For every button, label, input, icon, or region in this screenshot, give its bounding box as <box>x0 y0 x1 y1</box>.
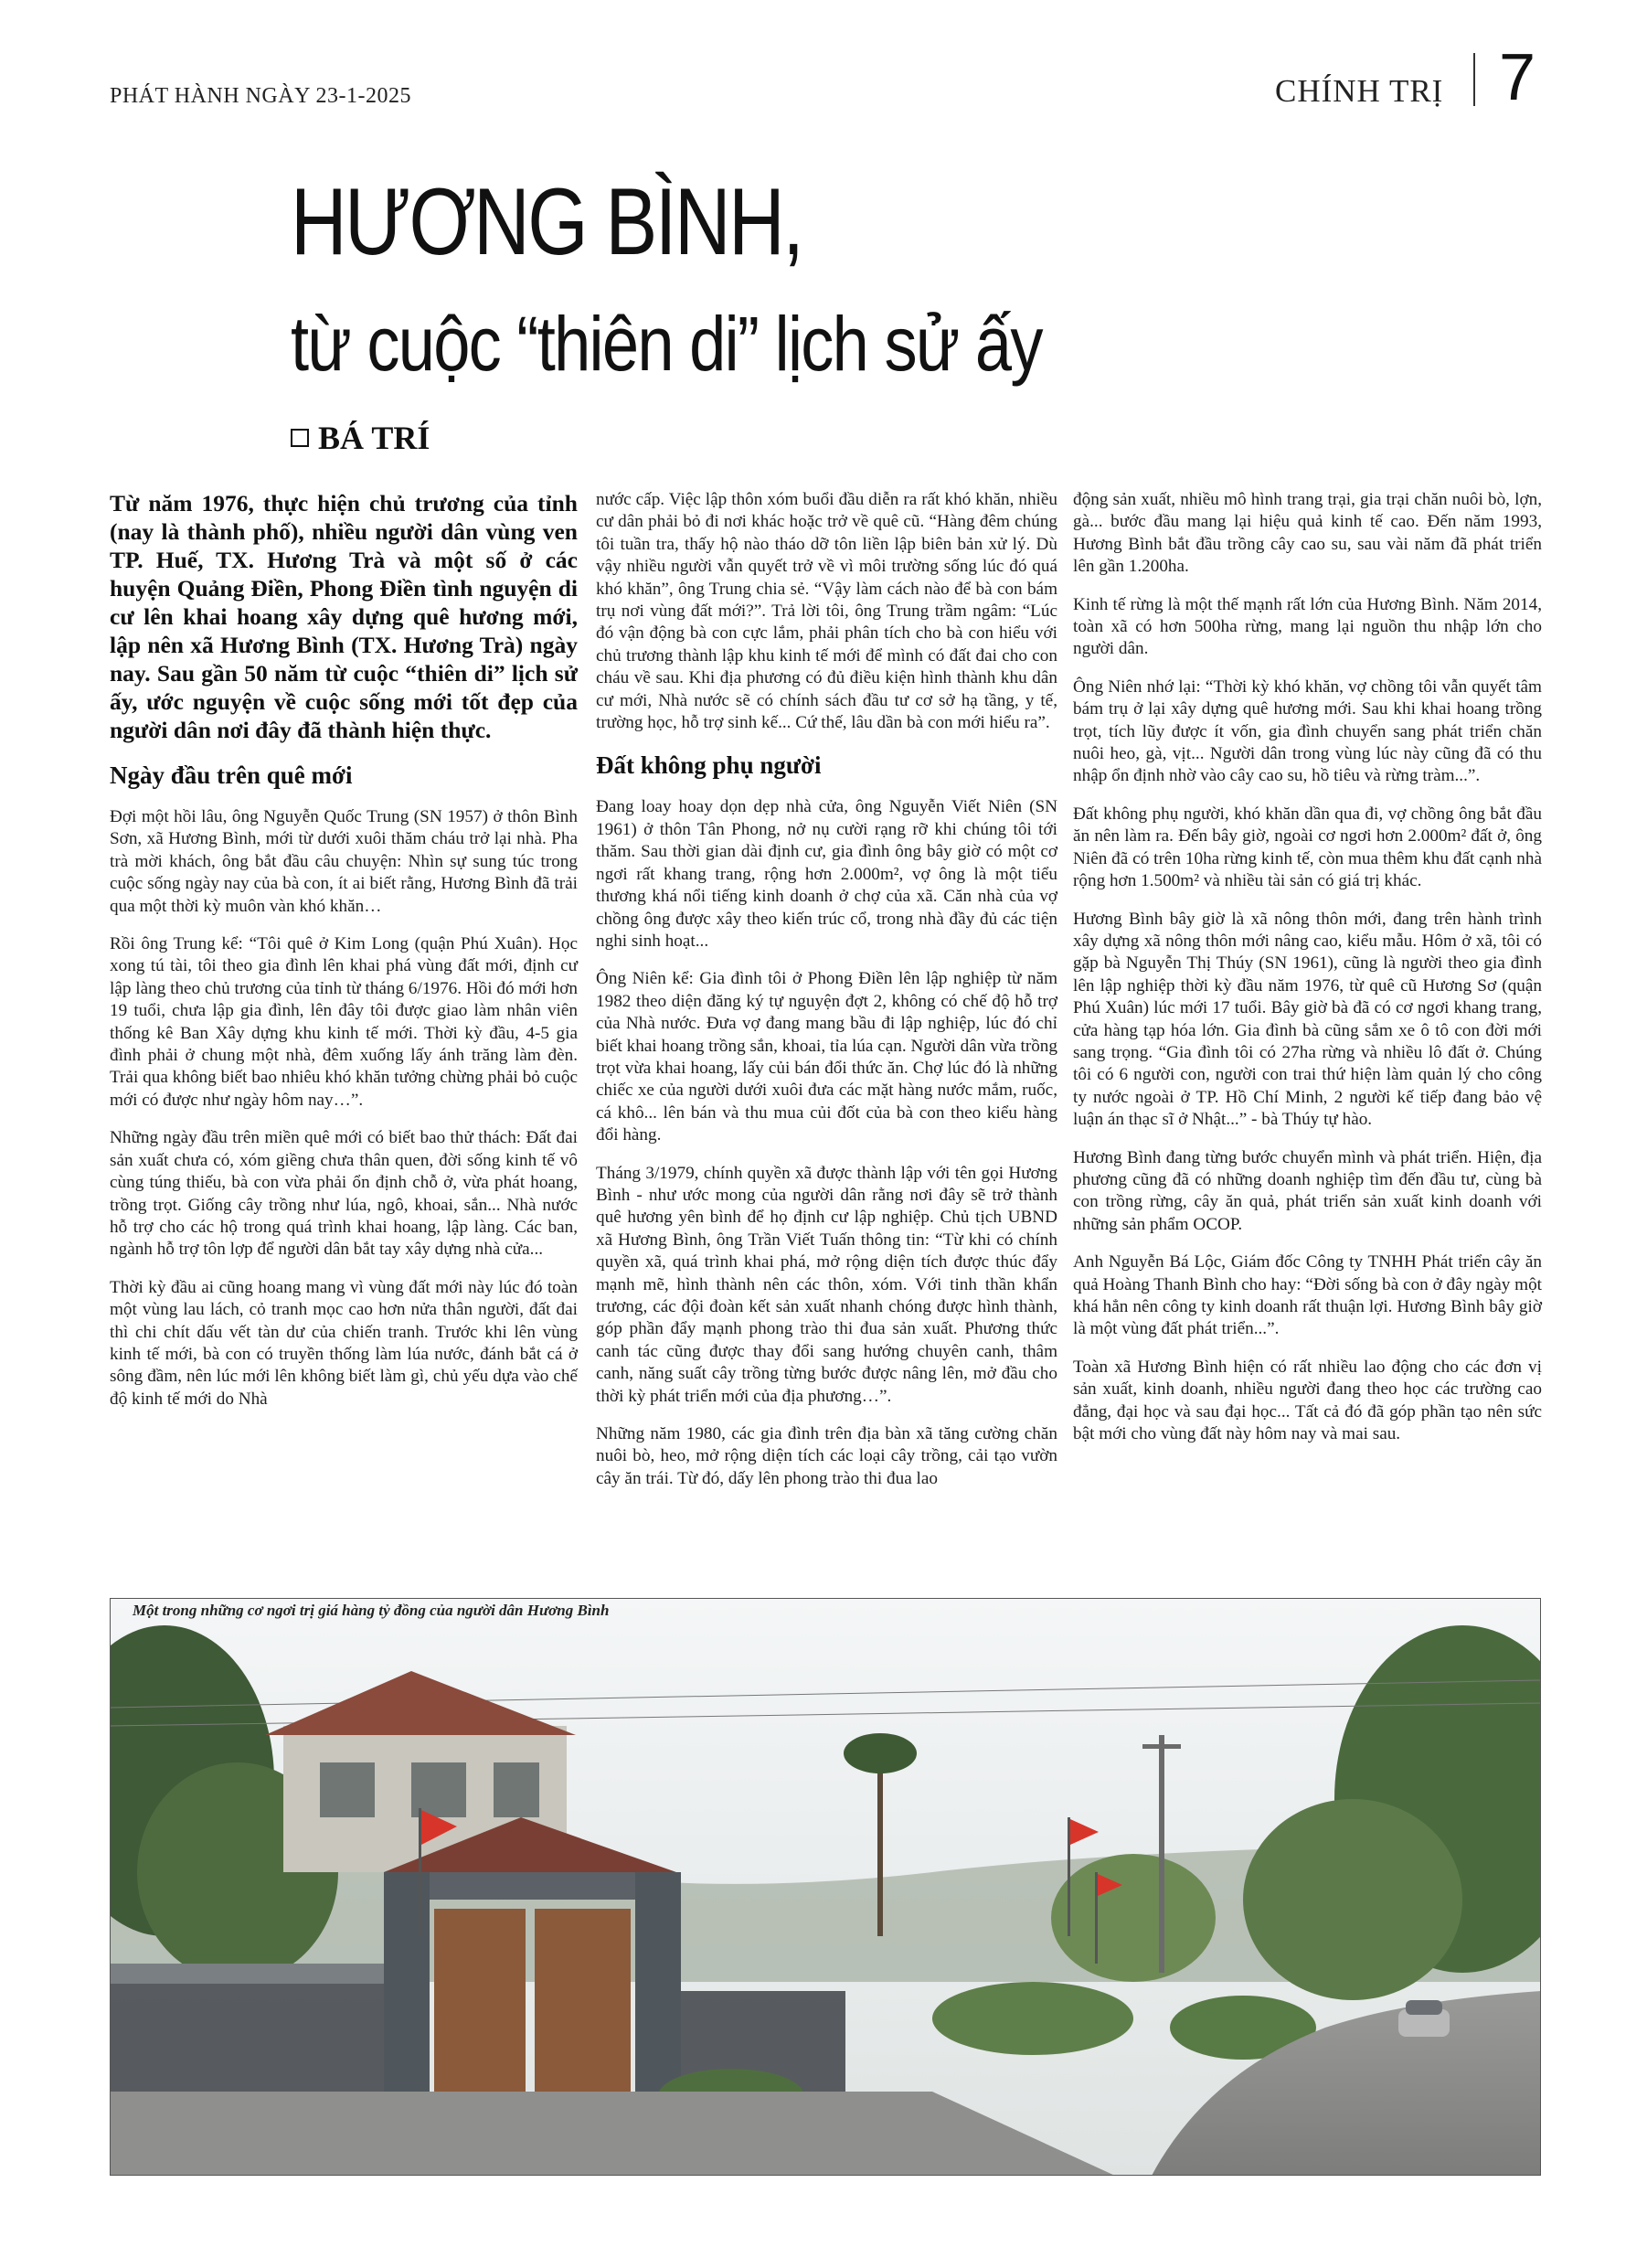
body-paragraph: Thời kỳ đầu ai cũng hoang mang vì vùng đất mới này lúc đó toàn một vùng lau lách, cỏ tranh mọc cao hơn nửa thân người, đất đai thì chi chít dấu vết tàn dư của chiến tranh. Trước khi lên vùng kinh tế mới, bà con có truyền thống làm lúa nước, đánh bắt cá ở sông đầm, nên lúc mới lên không biết làm gì, chủ yếu dựa vào chế độ kinh tế mới do Nhà <box>110 1277 578 1409</box>
issue-date: PHÁT HÀNH NGÀY 23-1-2025 <box>110 84 411 108</box>
body-paragraph: Anh Nguyễn Bá Lộc, Giám đốc Công ty TNHH Phát triển cây ăn quả Hoàng Thanh Bình cho hay: “Đời sống bà con ở đây ngày một khá hẳn nên công ty kinh doanh rất thuận lợi. Hương Bình bây giờ là một vùng đất phát triển...”. <box>1073 1252 1542 1339</box>
body-paragraph: Hương Bình đang từng bước chuyển mình và phát triển. Hiện, địa phương cũng đã có những doanh nghiệp tìm đến đầu tư, cùng bà con trồng rừng, cây ăn quả, phát triển sản xuất kinh doanh với những sản phẩm OCOP. <box>1073 1147 1542 1234</box>
subheading-2: Đất không phụ người <box>596 751 822 780</box>
tree <box>1051 1854 1216 1982</box>
body-paragraph: Ông Niên nhớ lại: “Thời kỳ khó khăn, vợ chồng tôi vẫn quyết tâm bám trụ ở lại xây dựng quê hương mới. Sau khi khai hoang trồng trọt, tích lũy được ít vốn, gia đình chuyển sang phát triển chăn nuôi heo, gà, vịt... Người dân trong vùng lúc này cũng đã có thu nhập ổn định nhờ vào cây cao su, hồ tiêu và rừng tràm...”. <box>1073 676 1542 786</box>
tree <box>1243 1799 1462 2000</box>
photo-caption: Một trong những cơ ngơi trị giá hàng tỷ đồng của người dân Hương Bình <box>133 1602 610 1619</box>
body-paragraph: Toàn xã Hương Bình hiện có rất nhiều lao động cho các đơn vị sản xuất, kinh doanh, nhiều người đang theo học các trường cao đẳng, đại học và sau đại học... Tất cả đó đã góp phần tạo nên sức bật mới cho vùng đất này hôm nay và mai sau. <box>1073 1357 1542 1444</box>
fence <box>110 1982 384 2092</box>
headline-line-1: HƯƠNG BÌNH, <box>291 169 802 275</box>
author-name: BÁ TRÍ <box>318 420 430 456</box>
body-paragraph: Kinh tế rừng là một thế mạnh rất lớn của Hương Bình. Năm 2014, toàn xã có hơn 500ha rừng, mang lại nguồn thu nhập lớn cho người dân. <box>1073 594 1542 659</box>
body-paragraph: Ông Niên kể: Gia đình tôi ở Phong Điền lên lập nghiệp từ năm 1982 theo diện đăng ký tự nguyện đợt 2, không có chế độ hỗ trợ của Nhà nước. Đưa vợ đang mang bầu đi lập nghiệp, lúc đó chỉ biết khai hoang trồng sắn, khoai, tỉa lúa cạn. Người dân vừa trồng trọt vừa khai hoang, lấy củi bán đổi thức ăn. Chợ lúc đó là những chiếc xe của người dưới xuôi đưa các mặt hàng nước mắm, ruốc, cá khô... lên bán và thu mua củi đốt của bà con theo kiểu hàng đổi hàng. <box>596 969 1057 1145</box>
gate-door <box>535 1909 631 2101</box>
article-column-1 <box>110 489 578 1426</box>
flag-pole <box>1068 1817 1070 1936</box>
lead-paragraph: Từ năm 1976, thực hiện chủ trương của tỉnh (nay là thành phố), nhiều người dân vùng ven TP. Huế, TX. Hương Trà và một số ở các huyện Quảng Điền, Phong Điền tình nguyện di cư lên khai hoang xây dựng quê hương mới, lập nên xã Hương Bình (TX. Hương Trà) ngày nay. Sau gần 50 năm từ cuộc “thiên di” lịch sử ấy, ước nguyện về cuộc sống mới tốt đẹp của người dân nơi đây đã thành hiện thực. <box>110 490 578 743</box>
article-photo <box>110 1598 1541 2176</box>
article-column-3 <box>1073 489 1542 1461</box>
flag-pole <box>1095 1872 1098 1964</box>
body-paragraph: nước cấp. Việc lập thôn xóm buổi đầu diễn ra rất khó khăn, nhiều cư dân phải bỏ đi nơi khác hoặc trở về quê cũ. “Hàng đêm chúng tôi tuần tra, thấy hộ nào tháo dỡ tôn liền lập biên bản xử lý. Dù vậy nhiều người vẫn quyết trở về vì môi trường sống lúc đó quá khó khăn”, ông Trung chia sẻ. “Vậy làm cách nào để bà con bám trụ nơi vùng đất mới?”. Trả lời tôi, ông Trung trầm ngâm: “Lúc đó vận động bà con cực lắm, phải phân tích cho bà con hiểu với chủ trương thành lập khu kinh tế mới để mình có đất đai cho con cháu về sau. Khi địa phương có đủ điều kiện hình thành khu dân cư mới, Nhà nước sẽ có chính sách đầu tư cơ sở hạ tầng, y tế, trường học, hỗ trợ sinh kế... Cứ thế, lâu dần bà con mới hiểu ra”. <box>596 490 1057 733</box>
subheading-1: Ngày đầu trên quê mới <box>110 761 353 789</box>
body-paragraph: Đất không phụ người, khó khăn dần qua đi, vợ chồng ông bắt đầu ăn nên làm ra. Đến bây giờ, ngoài cơ ngơi hơn 2.000m² đất ở, ông Niên đã có trên 10ha rừng kinh tế, còn mua thêm khu đất cạnh nhà rộng hơn 1.500m² và nhiều tài sản có giá trị khác. <box>1073 804 1542 891</box>
body-paragraph: Những ngày đầu trên miền quê mới có biết bao thử thách: Đất đai sản xuất chưa có, xóm giềng chưa thân quen, đời sống kinh tế vô cùng túng thiếu, bà con vừa phải ổn định chỗ ở, vừa phát hoang, trồng trọt. Giống cây trồng như lúa, ngô, khoai, sắn... Nhà nước hỗ trợ cho các hộ trong quá trình khai hoang, lập làng. Các ban, ngành hỗ trợ tôn lợp để người dân bắt tay xây dựng nhà cửa... <box>110 1128 578 1260</box>
palm-trunk <box>877 1753 883 1936</box>
flag-pole <box>419 1808 421 1936</box>
body-paragraph: Tháng 3/1979, chính quyền xã được thành lập với tên gọi Hương Bình - như ước mong của người dân rằng nơi đây sẽ trở thành quê hương yên bình để họ định cư lập nghiệp. Chủ tịch UBND xã Hương Bình, ông Trần Viết Tuấn thông tin: “Từ khi có chính quyền xã, quá trình khai phá, mở rộng diện tích được thúc đẩy mạnh mẽ, hình thành nên các thôn, xóm. Với tinh thần khẩn trương, các đội đoàn kết sản xuất nhanh chóng được hình thành, góp phần đẩy mạnh phong trào thi đua sản xuất. Phương thức canh tác cũng được thay đổi sang hướng chuyên canh, thâm canh, năng suất cây trồng từng bước được nâng lên, mở đầu cho thời kỳ phát triển mới của địa phương…”. <box>596 1163 1057 1406</box>
headline-line-2: từ cuộc “thiên di” lịch sử ấy <box>291 301 1042 387</box>
article-column-2 <box>596 489 1057 1506</box>
body-paragraph: Những năm 1980, các gia đình trên địa bàn xã tăng cường chăn nuôi bò, heo, mở rộng diện tích các loại cây trồng, cải tạo vườn cây ăn trái. Từ đó, dấy lên phong trào thi đua lao <box>596 1424 1057 1488</box>
body-paragraph: động sản xuất, nhiều mô hình trang trại, gia trại chăn nuôi bò, lợn, gà... bước đầu mang lại hiệu quả kinh tế cao. Đến năm 1993, Hương Bình bắt đầu trồng cây cao su, sau vài năm đã phát triển lên gần 1.200ha. <box>1073 490 1542 577</box>
body-paragraph: Đợi một hồi lâu, ông Nguyễn Quốc Trung (SN 1957) ở thôn Bình Sơn, xã Hương Bình, mới từ dưới xuôi thăm cháu trở lại nhà. Pha trà mời khách, ông bắt đầu câu chuyện: Nhìn sự sung túc trong cuộc sống ngày nay của bà con, ít ai biết rằng, Hương Bình đã trải qua một thời kỳ muôn vàn khó khăn… <box>110 807 578 916</box>
gate-pillar <box>384 1872 430 2101</box>
body-paragraph: Đang loay hoay dọn dẹp nhà cửa, ông Nguyễn Viết Niên (SN 1961) ở thôn Tân Phong, nở nụ cười rạng rỡ khi chúng tôi tới thăm. Sau thời gian dài định cư, gia đình ông bây giờ có một cơ ngơi rất khang trang, rộng hơn 2.000m², vợ ông là một tiểu thương khá nổi tiếng kinh doanh ở chợ của xã. Căn nhà của vợ chồng ông được xây theo kiến trúc cổ, trong nhà đầy đủ các tiện nghi sinh hoạt... <box>596 797 1057 951</box>
utility-pole <box>1159 1735 1164 1973</box>
square-bullet-icon <box>291 429 309 447</box>
gate-door <box>434 1909 526 2101</box>
page-number: 7 <box>1499 41 1536 114</box>
header-divider <box>1473 53 1475 106</box>
body-paragraph: Rồi ông Trung kể: “Tôi quê ở Kim Long (quận Phú Xuân). Học xong tú tài, tôi theo gia đình lên khai phá vùng đất mới, định cư lập làng theo chủ trương của tỉnh từ tháng 6/1976. Hồi đó mới hơn 19 tuổi, chưa lập gia đình, lên đây tôi được giao làm nhân viên thống kê Ban Xây dựng khu kinh tế mới. Thời kỳ đầu, 4-5 gia đình phải ở chung một nhà, đêm xuống lấy ánh trăng làm đèn. Trải qua không biết bao nhiêu khó khăn tưởng chừng phải bỏ cuộc mới có được như ngày hôm nay…”. <box>110 934 578 1110</box>
byline <box>291 419 430 457</box>
gate-pillar <box>635 1872 681 2101</box>
body-paragraph: Hương Bình bây giờ là xã nông thôn mới, đang trên hành trình xây dựng xã nông thôn mới nâng cao, kiểu mẫu. Hôm ở xã, tôi có gặp bà Nguyễn Thị Thúy (SN 1961), cũng là người theo gia đình lên lập nghiệp thời kỳ đầu năm 1976, từ quê cũ Hương Sơ (quận Phú Xuân) lúc mới 17 tuổi. Bây giờ bà đã có cơ ngơi khang trang, cửa hàng tạp hóa lớn. Gia đình bà cũng sắm xe ô tô con đời mới sang trọng. “Gia đình tôi có 27ha rừng và nhiều lô đất ở. Chúng tôi có 6 người con, người con trai thứ hiện làm quản lý cho công ty nước ngoài ở TP. Hồ Chí Minh, 2 người kế tiếp đang bảo vệ luận án thạc sĩ ở Nhật...” - bà Thúy tự hào. <box>1073 909 1542 1130</box>
photo-illustration <box>110 1598 1541 2176</box>
section-title: CHÍNH TRỊ <box>1275 73 1444 109</box>
palm-leaves <box>844 1733 917 1773</box>
